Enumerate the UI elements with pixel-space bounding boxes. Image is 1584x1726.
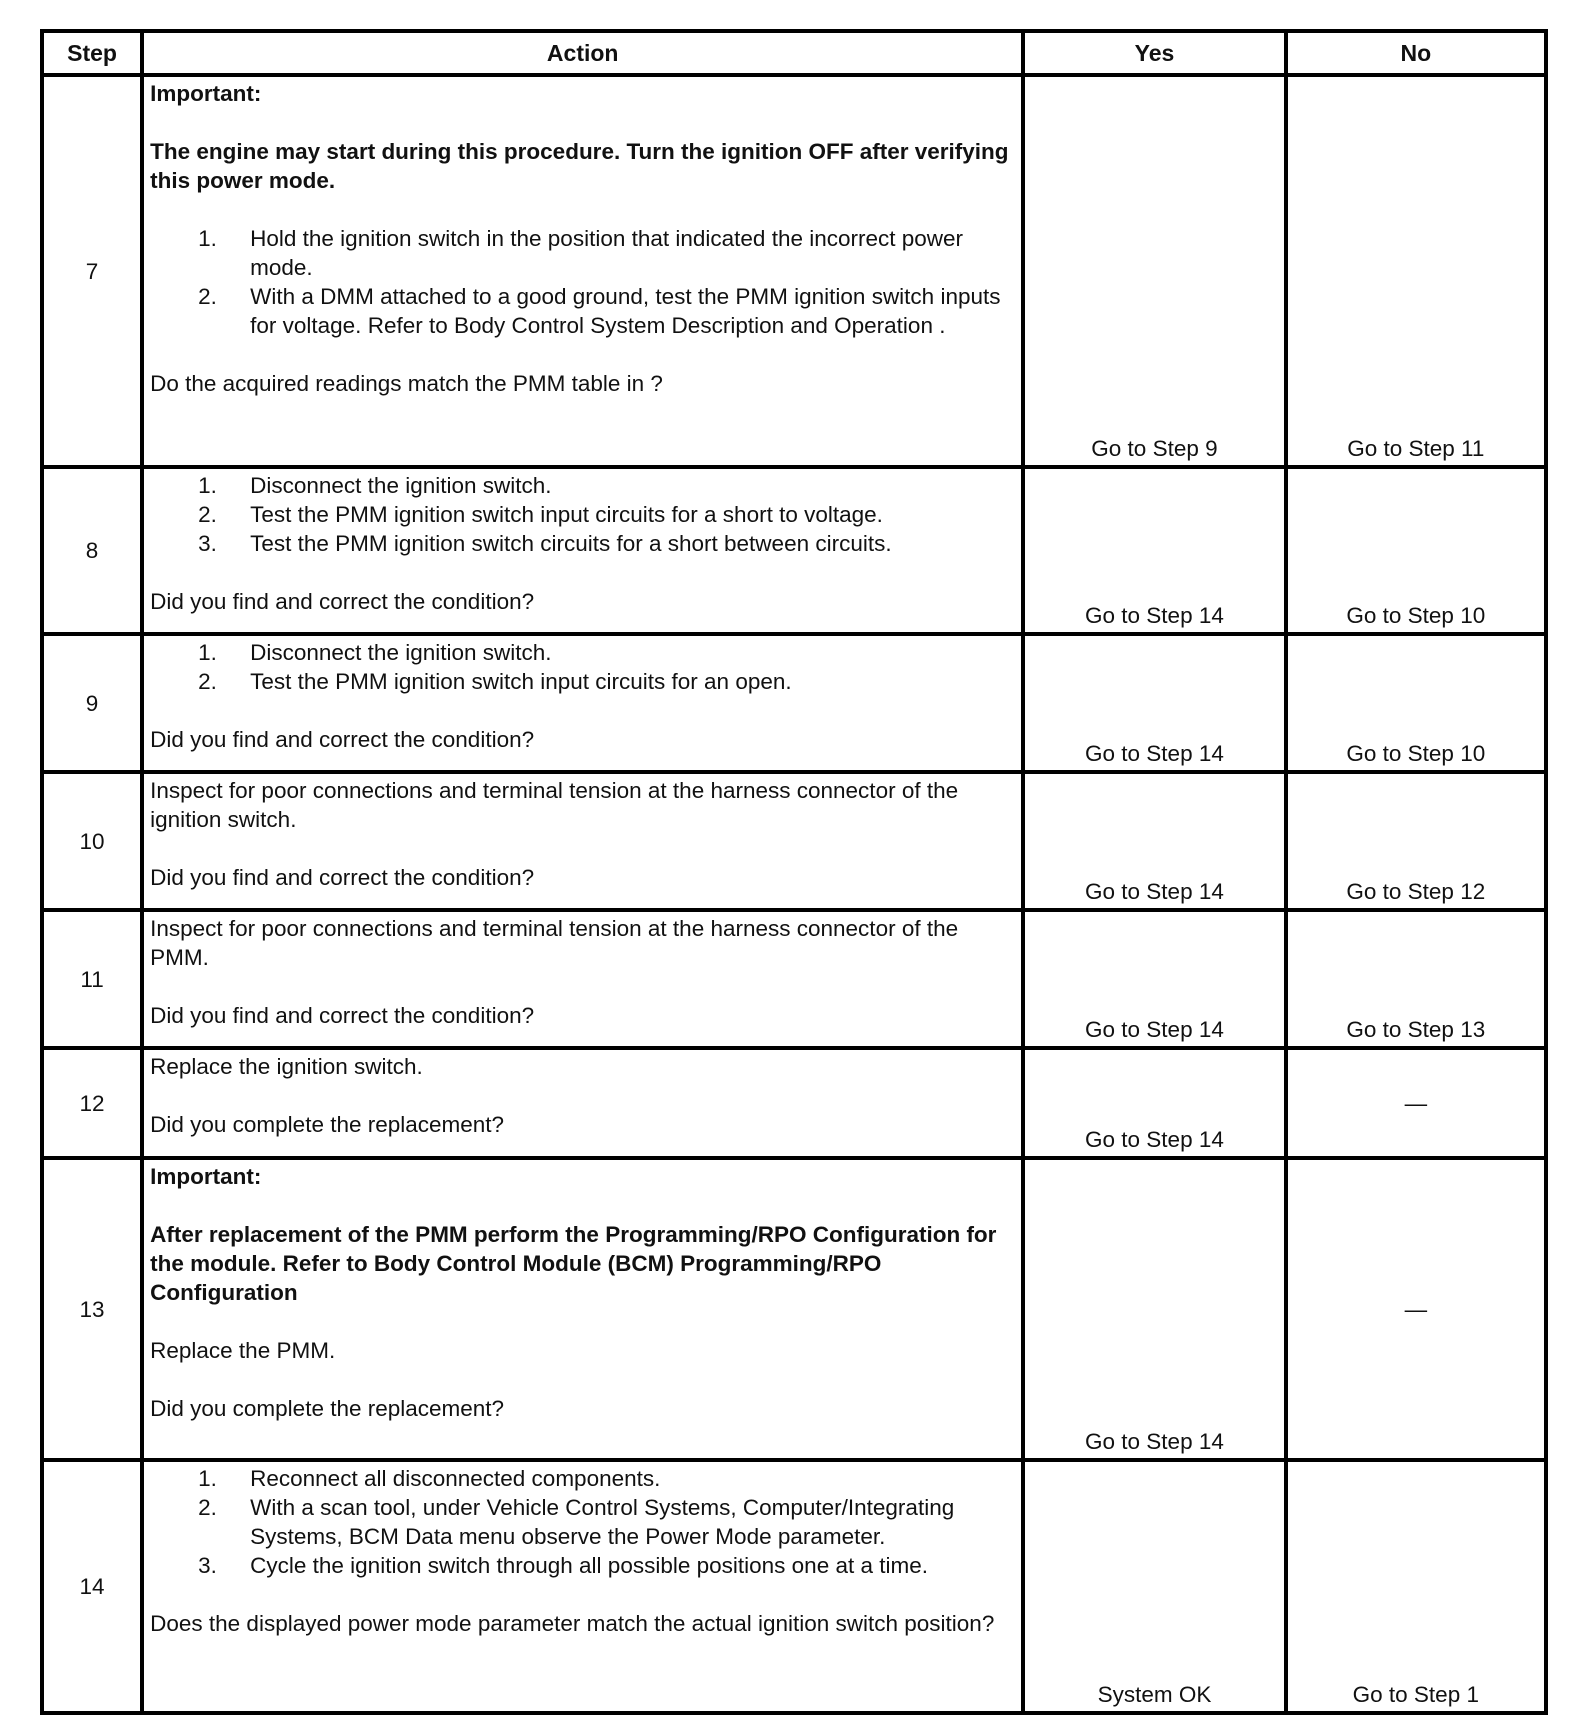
question-text: Did you complete the replacement? [150, 1396, 505, 1421]
step-number: 11 [42, 910, 142, 1048]
diagnostic-table [40, 29, 1548, 1715]
table-row [42, 1460, 1546, 1713]
important-text: After replacement of the PMM perform the Programming/RPO Configuration for the module. Refer to Body Control Module (BCM) Programming/RPO Configuration [150, 1222, 997, 1305]
step-number: 10 [42, 772, 142, 910]
header-action: Action [142, 31, 1023, 75]
header-row [42, 31, 1546, 75]
list-item: 3. Test the PMM ignition switch circuits for a short between circuits. [198, 531, 892, 556]
table-row [42, 1158, 1546, 1460]
step-number: 13 [42, 1158, 142, 1460]
yes-cell: Go to Step 14 [1023, 467, 1285, 634]
table-row [42, 910, 1546, 1048]
question-text: Did you complete the replacement? [150, 1112, 505, 1137]
question-text: Did you find and correct the condition? [150, 1003, 535, 1028]
header-no: No [1286, 31, 1546, 75]
action-text: Replace the ignition switch. [150, 1054, 423, 1079]
action-cell [142, 1048, 1023, 1158]
table-row [42, 772, 1546, 910]
no-cell: Go to Step 12 [1286, 772, 1546, 910]
no-cell: Go to Step 11 [1286, 75, 1546, 467]
list-item: 2. With a scan tool, under Vehicle Control Systems, Computer/Integrating Systems, BCM Data menu observe the Power Mode parameter. [198, 1495, 955, 1549]
yes-cell: Go to Step 14 [1023, 634, 1285, 772]
yes-cell: Go to Step 9 [1023, 75, 1285, 467]
no-cell: Go to Step 1 [1286, 1460, 1546, 1713]
list-item: 1. Hold the ignition switch in the position that indicated the incorrect power mode. [198, 226, 964, 280]
list-item: 2. With a DMM attached to a good ground, test the PMM ignition switch inputs for voltage. Refer to Body Control System Description and Operation . [198, 284, 1001, 338]
table-row [42, 634, 1546, 772]
table-row [42, 1048, 1546, 1158]
list-item: 3. Cycle the ignition switch through all possible positions one at a time. [198, 1553, 928, 1578]
action-text: Replace the PMM. [150, 1338, 336, 1363]
instruction-list [150, 224, 1013, 340]
no-cell: — [1286, 1158, 1546, 1460]
list-item: 2. Test the PMM ignition switch input circuits for an open. [198, 669, 792, 694]
list-item: 1. Disconnect the ignition switch. [198, 640, 552, 665]
step-number: 12 [42, 1048, 142, 1158]
action-cell [142, 467, 1023, 634]
table-row [42, 75, 1546, 467]
action-cell [142, 1460, 1023, 1713]
instruction-list [150, 638, 1013, 696]
step-number: 8 [42, 467, 142, 634]
yes-cell: Go to Step 14 [1023, 772, 1285, 910]
action-cell [142, 75, 1023, 467]
no-cell: Go to Step 13 [1286, 910, 1546, 1048]
action-text: Inspect for poor connections and terminal tension at the harness connector of the PMM. [150, 916, 959, 970]
question-text: Did you find and correct the condition? [150, 727, 535, 752]
list-item: 2. Test the PMM ignition switch input circuits for a short to voltage. [198, 502, 883, 527]
step-number: 7 [42, 75, 142, 467]
yes-cell: System OK [1023, 1460, 1285, 1713]
step-number: 14 [42, 1460, 142, 1713]
question-text: Do the acquired readings match the PMM table in ? [150, 371, 663, 396]
table-row [42, 467, 1546, 634]
yes-cell: Go to Step 14 [1023, 1158, 1285, 1460]
no-cell: — [1286, 1048, 1546, 1158]
important-text: The engine may start during this procedure. Turn the ignition OFF after verifying this power mode. [150, 139, 1009, 193]
important-label: Important: [150, 81, 262, 106]
question-text: Does the displayed power mode parameter match the actual ignition switch position? [150, 1611, 995, 1636]
action-text: Inspect for poor connections and terminal tension at the harness connector of the ignition switch. [150, 778, 959, 832]
step-number: 9 [42, 634, 142, 772]
header-step: Step [42, 31, 142, 75]
question-text: Did you find and correct the condition? [150, 589, 535, 614]
action-cell [142, 910, 1023, 1048]
question-text: Did you find and correct the condition? [150, 865, 535, 890]
header-yes: Yes [1023, 31, 1285, 75]
action-cell [142, 634, 1023, 772]
instruction-list [150, 471, 1013, 558]
action-cell [142, 772, 1023, 910]
yes-cell: Go to Step 14 [1023, 1048, 1285, 1158]
no-cell: Go to Step 10 [1286, 634, 1546, 772]
list-item: 1. Reconnect all disconnected components. [198, 1466, 661, 1491]
action-cell [142, 1158, 1023, 1460]
instruction-list [150, 1464, 1013, 1580]
yes-cell: Go to Step 14 [1023, 910, 1285, 1048]
list-item: 1. Disconnect the ignition switch. [198, 473, 552, 498]
no-cell: Go to Step 10 [1286, 467, 1546, 634]
important-label: Important: [150, 1164, 262, 1189]
